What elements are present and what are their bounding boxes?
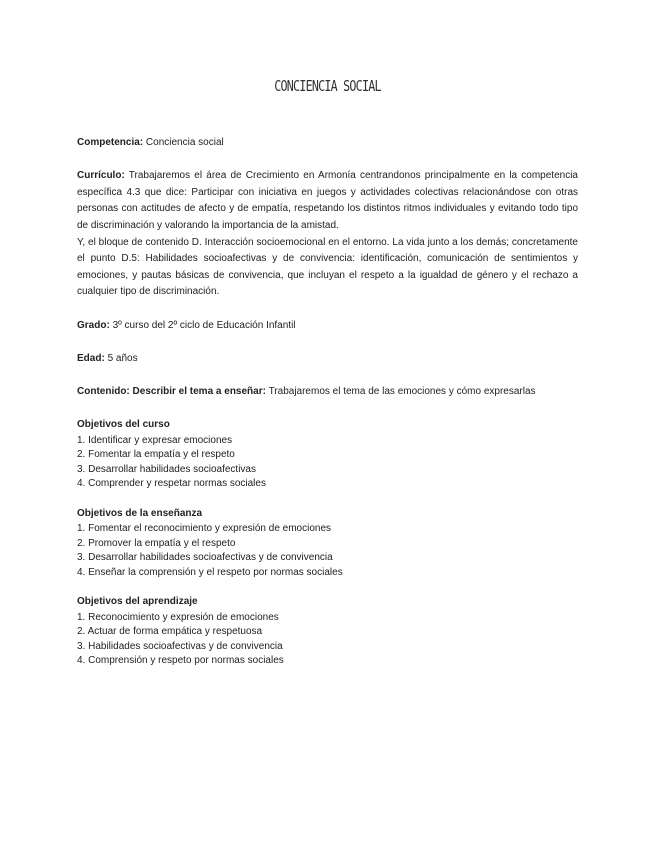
edad-line — [77, 351, 578, 368]
grado-value: 3º curso del 2º ciclo de Educación Infantil — [112, 319, 296, 331]
competencia-line — [77, 135, 578, 152]
list-item: 2. Actuar de forma empática y respetuosa — [77, 626, 263, 638]
edad-label: Edad: — [77, 352, 105, 364]
curriculo-text-1: Trabajaremos el área de Crecimiento en Armonía centrandonos principalmente en la competencia específica 4.3 que dice: Participar con iniciativa en juegos y actividades colectivas relacionándose con otras personas con actitudes de afecto y de empatía, respetando los distintos ritmos individuales y evitando todo tipo de discriminación y valorando la importancia de la amistad. — [77, 170, 578, 231]
list-item: 3. Desarrollar habilidades socioafectivas — [77, 463, 256, 475]
objetivos-aprendizaje-heading: Objetivos del aprendizaje — [77, 596, 198, 608]
curriculo-paragraph — [77, 168, 578, 301]
objetivos-curso-section — [77, 417, 578, 492]
list-item: 3. Desarrollar habilidades socioafectivas y de convivencia — [77, 552, 333, 564]
list-item: 4. Enseñar la comprensión y el respeto por normas sociales — [77, 566, 343, 578]
list-item: 1. Identificar y expresar emociones — [77, 434, 233, 446]
objetivos-aprendizaje-section — [77, 594, 578, 669]
list-item: 1. Reconocimiento y expresión de emociones — [77, 611, 279, 623]
document-body — [77, 135, 578, 683]
curriculo-text-2: Y, el bloque de contenido D. Interacción socioemocional en el entorno. La vida junto a los demás; concretamente el punto D.5: Habilidades socioafectivas y de convivencia: identificación, comunicación de sentimientos y emociones, y pautas básicas de convivencia, que incluyan el respeto a la igualdad de género y el rechazo a cualquier tipo de discriminación. — [77, 236, 578, 298]
competencia-value: Conciencia social — [145, 137, 224, 148]
contenido-value: Trabajaremos el tema de las emociones y cómo expresarlas — [268, 385, 536, 397]
page-title: CONCIENCIA SOCIAL — [274, 77, 381, 95]
objetivos-ensenanza-section — [77, 506, 578, 581]
list-item: 4. Comprensión y respeto por normas sociales — [77, 655, 284, 667]
list-item: 2. Fomentar la empatía y el respeto — [77, 449, 235, 461]
list-item: 4. Comprender y respetar normas sociales — [77, 478, 266, 490]
edad-value: 5 años — [107, 352, 138, 364]
objetivos-curso-heading: Objetivos del curso — [77, 419, 170, 431]
objetivos-aprendizaje-list — [77, 611, 578, 669]
grado-line — [77, 318, 578, 335]
objetivos-ensenanza-heading: Objetivos de la enseñanza — [77, 507, 203, 519]
list-item: 1. Fomentar el reconocimiento y expresión de emociones — [77, 523, 332, 535]
objetivos-ensenanza-list — [77, 522, 578, 580]
grado-label: Grado: — [77, 319, 110, 331]
curriculo-label: Currículo: — [77, 170, 125, 182]
list-item: 3. Habilidades socioafectivas y de convivencia — [77, 640, 283, 652]
competencia-label: Competencia: — [77, 137, 144, 148]
contenido-label: Contenido: Describir el tema a enseñar: — [77, 385, 266, 397]
contenido-line — [77, 384, 578, 401]
objetivos-curso-list — [77, 434, 578, 492]
list-item: 2. Promover la empatía y el respeto — [77, 537, 236, 549]
